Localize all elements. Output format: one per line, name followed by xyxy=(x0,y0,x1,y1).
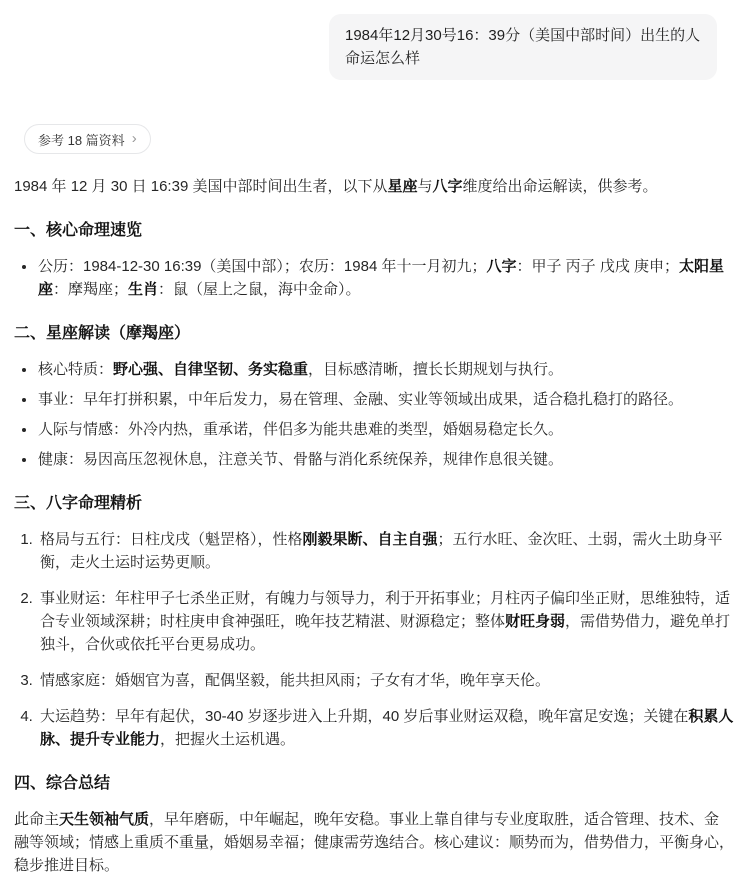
text-segment: 1984 年 12 月 30 日 16:39 美国中部时间出生者，以下从 xyxy=(14,178,388,195)
section-heading: 一、核心命理速览 xyxy=(14,222,143,239)
section-heading: 二、星座解读（摩羯座） xyxy=(14,325,191,342)
chevron-right-icon: › xyxy=(131,130,137,147)
list-item xyxy=(37,587,734,656)
text-segment: 大运趋势：早年有起伏，30-40 岁逐步进入上升期，40 岁后事业财运双稳，晚年富足安逸；关键在 xyxy=(40,708,689,725)
text-segment: 人际与情感：外冷内热，重承诺，伴侣多为能共患难的类型，婚姻易稳定长久。 xyxy=(38,421,564,438)
emphasis-text: 野心强、自律坚韧、务实稳重 xyxy=(113,361,309,378)
text-segment: 维度给出命运解读，供参考。 xyxy=(462,178,658,195)
text-segment: 公历：1984-12-30 16:39（美国中部）；农历：1984 年十一月初九； xyxy=(38,258,487,275)
text-segment: ，目标感清晰，擅长长期规划与执行。 xyxy=(308,361,564,378)
text-segment: 事业：早年打拼积累，中年后发力，易在管理、金融、实业等领域出成果，适合稳扎稳打的路径。 xyxy=(38,391,684,408)
text-segment: ：甲子 丙子 戊戌 庚申； xyxy=(516,258,680,275)
bullet-list xyxy=(14,255,734,301)
emphasis-text: 刚毅果断、自主自强 xyxy=(302,531,438,548)
emphasis-text: 积累人脉、提升专业能力 xyxy=(40,708,734,748)
emphasis-text: 财旺身弱 xyxy=(505,613,566,630)
numbered-list xyxy=(14,528,734,751)
user-message-bubble: 1984年12月30号16：39分（美国中部时间）出生的人 命运怎么样 xyxy=(329,14,717,80)
section-heading: 三、八字命理精析 xyxy=(14,495,143,512)
list-item xyxy=(37,448,734,471)
bullet-list xyxy=(14,358,734,471)
assistant-response xyxy=(0,154,750,889)
list-item xyxy=(37,388,734,411)
list-item xyxy=(37,418,734,441)
text-segment: ，需借势借力，避免单打独斗，合伙或依托平台更易成功。 xyxy=(40,613,731,653)
text-segment: ，把握火土运机遇。 xyxy=(160,731,296,748)
list-item xyxy=(37,669,734,692)
emphasis-text: 天生领袖气质 xyxy=(59,811,150,828)
list-item xyxy=(37,528,734,574)
emphasis-text: 星座 xyxy=(387,178,418,195)
intro-paragraph xyxy=(14,175,734,198)
emphasis-text: 八字 xyxy=(432,178,463,195)
text-segment: 事业财运：年柱甲子七杀坐正财，有魄力与领导力，利于开拓事业；月柱丙子偏印坐正财，思维独特，适合专业领域深耕；时柱庚申食神强旺，晚年技艺精湛、财源稳定；整体 xyxy=(40,590,731,630)
emphasis-text: 太阳星座 xyxy=(38,258,725,298)
text-segment: ：摩羯座； xyxy=(53,281,129,298)
list-item xyxy=(37,255,734,301)
text-segment: 情感家庭：婚姻官为喜，配偶坚毅，能共担风雨；子女有才华，晚年享天伦。 xyxy=(40,672,551,689)
text-segment: 此命主 xyxy=(14,811,60,828)
emphasis-text: 八字 xyxy=(486,258,517,275)
text-segment: ；五行水旺、金次旺、土弱，需火土助身平衡，走火土运时运势更顺。 xyxy=(40,531,723,571)
references-chip[interactable] xyxy=(24,124,151,154)
references-label: 参考 18 篇资料 xyxy=(38,132,125,148)
text-segment: ：鼠（屋上之鼠，海中金命）。 xyxy=(158,281,361,298)
text-segment: 核心特质： xyxy=(38,361,114,378)
user-message-row xyxy=(0,0,750,80)
summary-paragraph xyxy=(14,808,734,877)
text-segment: 格局与五行：日柱戊戌（魁罡格），性格 xyxy=(40,531,303,548)
text-segment: ，早年磨砺，中年崛起，晚年安稳。事业上靠自律与专业度取胜，适合管理、技术、金融等领域；情感上重质不重量，婚姻易幸福；健康需劳逸结合。核心建议：顺势而为，借势借力，平衡身心，稳步推进目标。 xyxy=(14,811,735,874)
list-item xyxy=(37,358,734,381)
text-segment: 健康：易因高压忽视休息，注意关节、骨骼与消化系统保养，规律作息很关键。 xyxy=(38,451,564,468)
section-heading: 四、综合总结 xyxy=(14,775,111,792)
references-row xyxy=(0,80,750,154)
emphasis-text: 生肖 xyxy=(128,281,159,298)
text-segment: 与 xyxy=(417,178,433,195)
list-item xyxy=(37,705,734,751)
